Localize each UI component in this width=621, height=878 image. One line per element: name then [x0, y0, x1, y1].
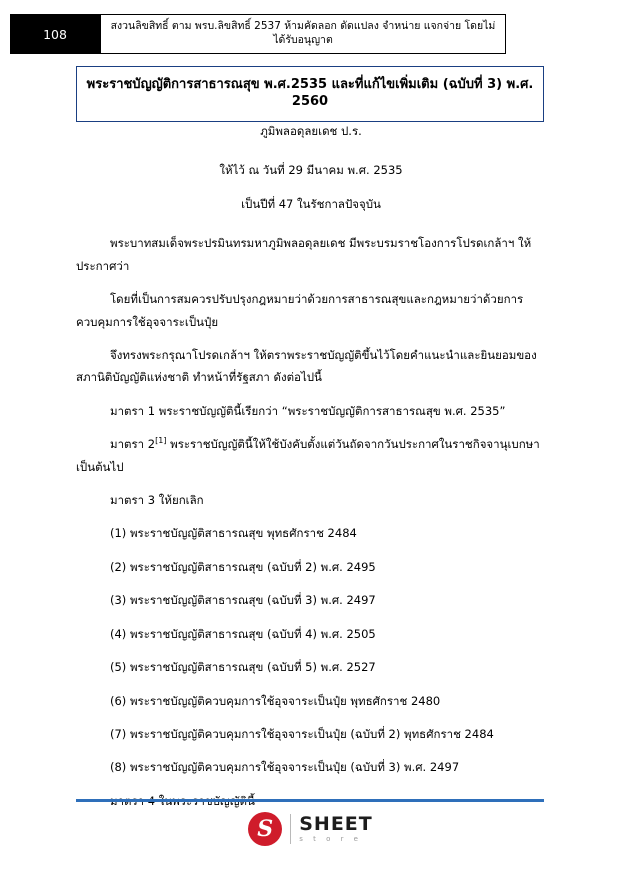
preamble-paragraph-2: โดยที่เป็นการสมควรปรับปรุงกฎหมายว่าด้วยการสาธารณสุขและกฎหมายว่าด้วยการควบคุมการใช้อุจจาระเป็นปุ๋ย	[76, 292, 524, 329]
list-item: (6) พระราชบัญญัติควบคุมการใช้อุจจาระเป็นปุ๋ย พุทธศักราช 2480	[110, 693, 441, 708]
footnote-marker: [1]	[155, 436, 167, 446]
list-item: (7) พระราชบัญญัติควบคุมการใช้อุจจาระเป็นปุ๋ย (ฉบับที่ 2) พุทธศักราช 2484	[110, 727, 494, 742]
list-item: (4) พระราชบัญญัติสาธารณสุข (ฉบับที่ 4) พ.ศ. 2505	[110, 626, 376, 641]
sheet-logo-icon: S	[248, 812, 282, 846]
preamble-paragraph-1: พระบาทสมเด็จพระปรมินทรมหาภูมิพลอดุลยเดช มีพระบรมราชโองการโปรดเกล้าฯ ให้ประกาศว่า	[76, 236, 532, 273]
section-2	[76, 433, 546, 478]
page-header	[0, 14, 621, 54]
reign-year: เป็นปีที่ 47 ในรัชกาลปัจจุบัน	[241, 196, 381, 211]
section-3: มาตรา 3 ให้ยกเลิก	[110, 493, 204, 508]
page-number: 108	[10, 14, 100, 54]
preamble-paragraph-3: จึงทรงพระกรุณาโปรดเกล้าฯ ให้ตราพระราชบัญญัติขึ้นไว้โดยคำแนะนำและยินยอมของสภานิติบัญญัติแห่งชาติ ทำหน้าที่รัฐสภา ดังต่อไปนี้	[76, 347, 537, 385]
list-item: (1) พระราชบัญญัติสาธารณสุข พุทธศักราช 2484	[110, 526, 357, 541]
logo-name: SHEET	[299, 813, 373, 835]
footer-logo	[0, 812, 621, 846]
section-2-label: มาตรา 2	[110, 437, 156, 452]
logo-subtitle: s t o r e	[299, 835, 362, 843]
list-item: (3) พระราชบัญญัติสาธารณสุข (ฉบับที่ 3) พ.ศ. 2497	[110, 593, 376, 608]
footer-divider	[76, 799, 544, 802]
section-1: มาตรา 1 พระราชบัญญัตินี้เรียกว่า “พระราชบัญญัติการสาธารณสุข พ.ศ. 2535”	[110, 403, 506, 418]
royal-name: ภูมิพลอดุลยเดช ป.ร.	[260, 124, 362, 138]
list-item: (5) พระราชบัญญัติสาธารณสุข (ฉบับที่ 5) พ.ศ. 2527	[110, 660, 376, 675]
section-2-text: พระราชบัญญัตินี้ให้ใช้บังคับตั้งแต่วันถัดจากวันประกาศในราชกิจจานุเบกษาเป็นต้นไป	[76, 437, 540, 474]
logo-text	[299, 815, 373, 843]
list-item: (8) พระราชบัญญัติควบคุมการใช้อุจจาระเป็นปุ๋ย (ฉบับที่ 3) พ.ศ. 2497	[110, 760, 460, 775]
given-date: ให้ไว้ ณ วันที่ 29 มีนาคม พ.ศ. 2535	[219, 163, 403, 178]
document-title: พระราชบัญญัติการสาธารณสุข พ.ศ.2535 และที่แก้ไขเพิ่มเติม (ฉบับที่ 3) พ.ศ. 2560	[76, 66, 544, 122]
logo-divider	[290, 814, 291, 844]
copyright-notice: สงวนลิขสิทธิ์ ตาม พรบ.ลิขสิทธิ์ 2537 ห้ามคัดลอก ดัดแปลง จำหน่าย แจกจ่าย โดยไม่ได้รับอนุญาต	[100, 14, 506, 54]
document-body	[76, 120, 546, 823]
list-item: (2) พระราชบัญญัติสาธารณสุข (ฉบับที่ 2) พ.ศ. 2495	[110, 559, 376, 574]
